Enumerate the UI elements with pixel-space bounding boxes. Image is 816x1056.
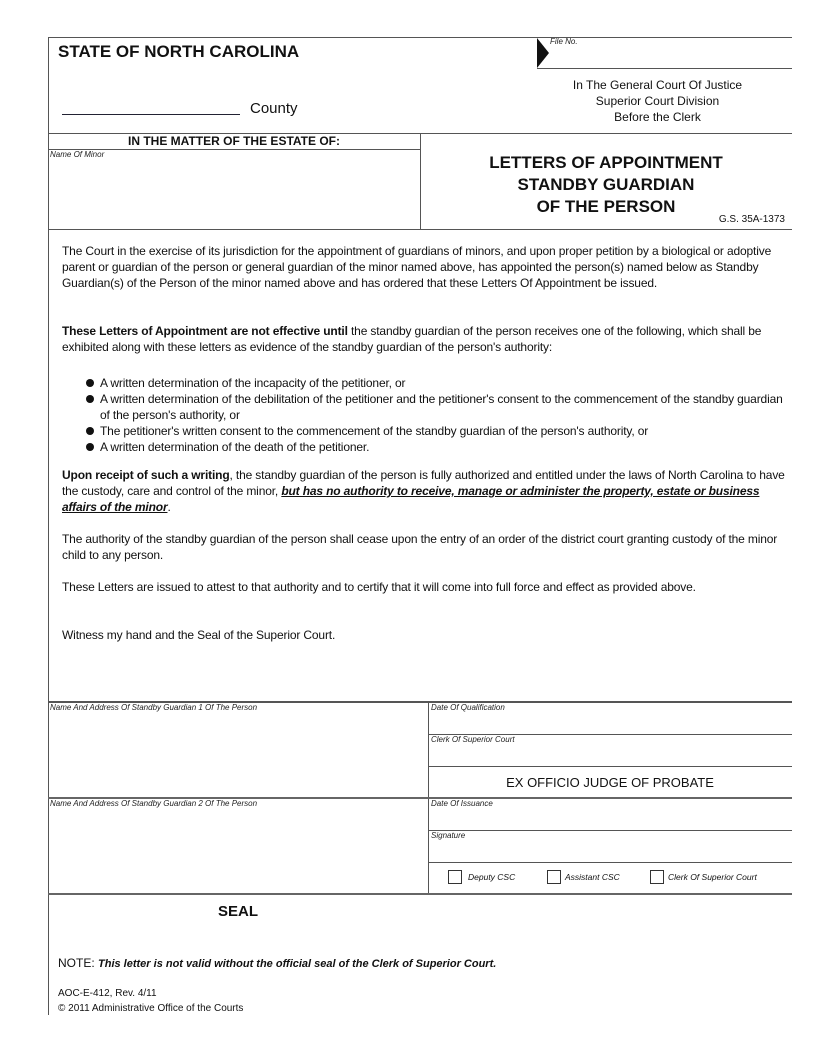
ex-officio-heading: EX OFFICIO JUDGE OF PROBATE <box>506 775 714 790</box>
guardian2-label: Name And Address Of Standby Guardian 2 Of The Person <box>50 799 258 808</box>
signature-label: Signature <box>431 831 466 840</box>
state-title: STATE OF NORTH CAROLINA <box>58 42 300 61</box>
divider <box>48 229 792 230</box>
document-title <box>420 152 792 218</box>
file-no-field[interactable] <box>537 68 792 69</box>
minor-name-label: Name Of Minor <box>50 150 105 159</box>
list-item: The petitioner's written consent to the commencement of the standby guardian of the person's authority, or <box>62 423 790 439</box>
paragraph-authority <box>62 467 790 515</box>
clerk-superior-court-checkbox[interactable] <box>650 870 664 884</box>
assistant-csc-label: Assistant CSC <box>565 872 620 882</box>
paragraph-appointment: The Court in the exercise of its jurisdiction for the appointment of guardians of minors, and upon proper petition by a biological or adoptive parent or guardian of the person or general guardian of the minor named above, has appointed the person(s) named below as Standby Guardian(s) of the Person of the minor named above and has ordered that these Letters Of Appointment be issued. <box>62 244 772 290</box>
paragraph-effectiveness <box>62 323 790 355</box>
effectiveness-text: the standby guardian of the person receives one of the following, which shall be exhibited along with these letters as evidence of the standby guardian of the person's authority: <box>62 324 762 354</box>
minor-name-field[interactable] <box>50 160 418 226</box>
paragraph-cessation: The authority of the standby guardian of the person shall cease upon the entry of an order of the district court granting custody of the minor child to any person. <box>62 532 778 562</box>
authority-bold: Upon receipt of such a writing <box>62 468 230 482</box>
deputy-csc-label: Deputy CSC <box>468 872 516 882</box>
file-no-label: File No. <box>550 37 578 46</box>
court-line-3: Before the Clerk <box>614 110 701 124</box>
copyright: © 2011 Administrative Office of the Courts <box>58 1003 244 1014</box>
county-label: County <box>250 100 298 117</box>
title-line-2: STANDBY GUARDIAN <box>517 175 695 194</box>
divider <box>48 893 792 895</box>
list-item: A written determination of the debilitation of the petitioner and the petitioner's consent to the commencement of the standby guardian of the person's authority, or <box>62 391 790 423</box>
clerk-label: Clerk Of Superior Court <box>431 735 515 744</box>
top-border <box>48 37 792 38</box>
guardian1-field[interactable] <box>50 714 426 794</box>
effectiveness-bold: These Letters of Appointment are not effective until <box>62 324 348 338</box>
date-issuance-field[interactable] <box>428 830 792 831</box>
title-line-1: LETTERS OF APPOINTMENT <box>489 153 723 172</box>
list-item: A written determination of the incapacity of the petitioner, or <box>62 375 790 391</box>
clerk-superior-court-label: Clerk Of Superior Court <box>668 872 757 882</box>
county-field[interactable] <box>62 114 240 115</box>
conditions-list <box>62 375 790 455</box>
court-line-1: In The General Court Of Justice <box>572 78 743 92</box>
date-issuance-label: Date Of Issuance <box>431 799 493 808</box>
statute-ref: G.S. 35A-1373 <box>718 214 785 225</box>
estate-heading: IN THE MATTER OF THE ESTATE OF: <box>128 134 340 148</box>
assistant-csc-checkbox[interactable] <box>547 870 561 884</box>
guardian1-label: Name And Address Of Standby Guardian 1 Of The Person <box>50 703 258 712</box>
paragraph-witness: Witness my hand and the Seal of the Superior Court. <box>62 628 336 642</box>
authority-restriction: but has no authority to receive, manage or administer the property, estate or business affairs of the minor <box>62 484 760 514</box>
date-qualification-label: Date Of Qualification <box>431 703 505 712</box>
list-item: A written determination of the death of the petitioner. <box>62 439 790 455</box>
note-label: NOTE: <box>58 956 95 970</box>
signature-field[interactable] <box>428 862 792 863</box>
seal-label: SEAL <box>218 903 259 920</box>
form-id: AOC-E-412, Rev. 4/11 <box>58 988 157 999</box>
authority-text: , the standby guardian of the person is fully authorized and entitled under the laws of North Carolina to have the custody, care and control of the minor, <box>62 468 785 498</box>
court-info <box>540 77 775 125</box>
note <box>58 956 496 970</box>
authority-end: . <box>167 500 171 514</box>
title-line-3: OF THE PERSON <box>536 197 676 216</box>
guardian2-field[interactable] <box>50 810 426 890</box>
paragraph-attest: These Letters are issued to attest to that authority and to certify that it will come into full force and effect as provided above. <box>62 580 696 594</box>
note-text: This letter is not valid without the official seal of the Clerk of Superior Court. <box>98 958 497 970</box>
file-no-arrow-icon <box>537 38 549 68</box>
court-line-2: Superior Court Division <box>595 94 720 108</box>
clerk-field[interactable] <box>428 766 792 767</box>
deputy-csc-checkbox[interactable] <box>448 870 462 884</box>
left-border <box>48 37 49 1015</box>
